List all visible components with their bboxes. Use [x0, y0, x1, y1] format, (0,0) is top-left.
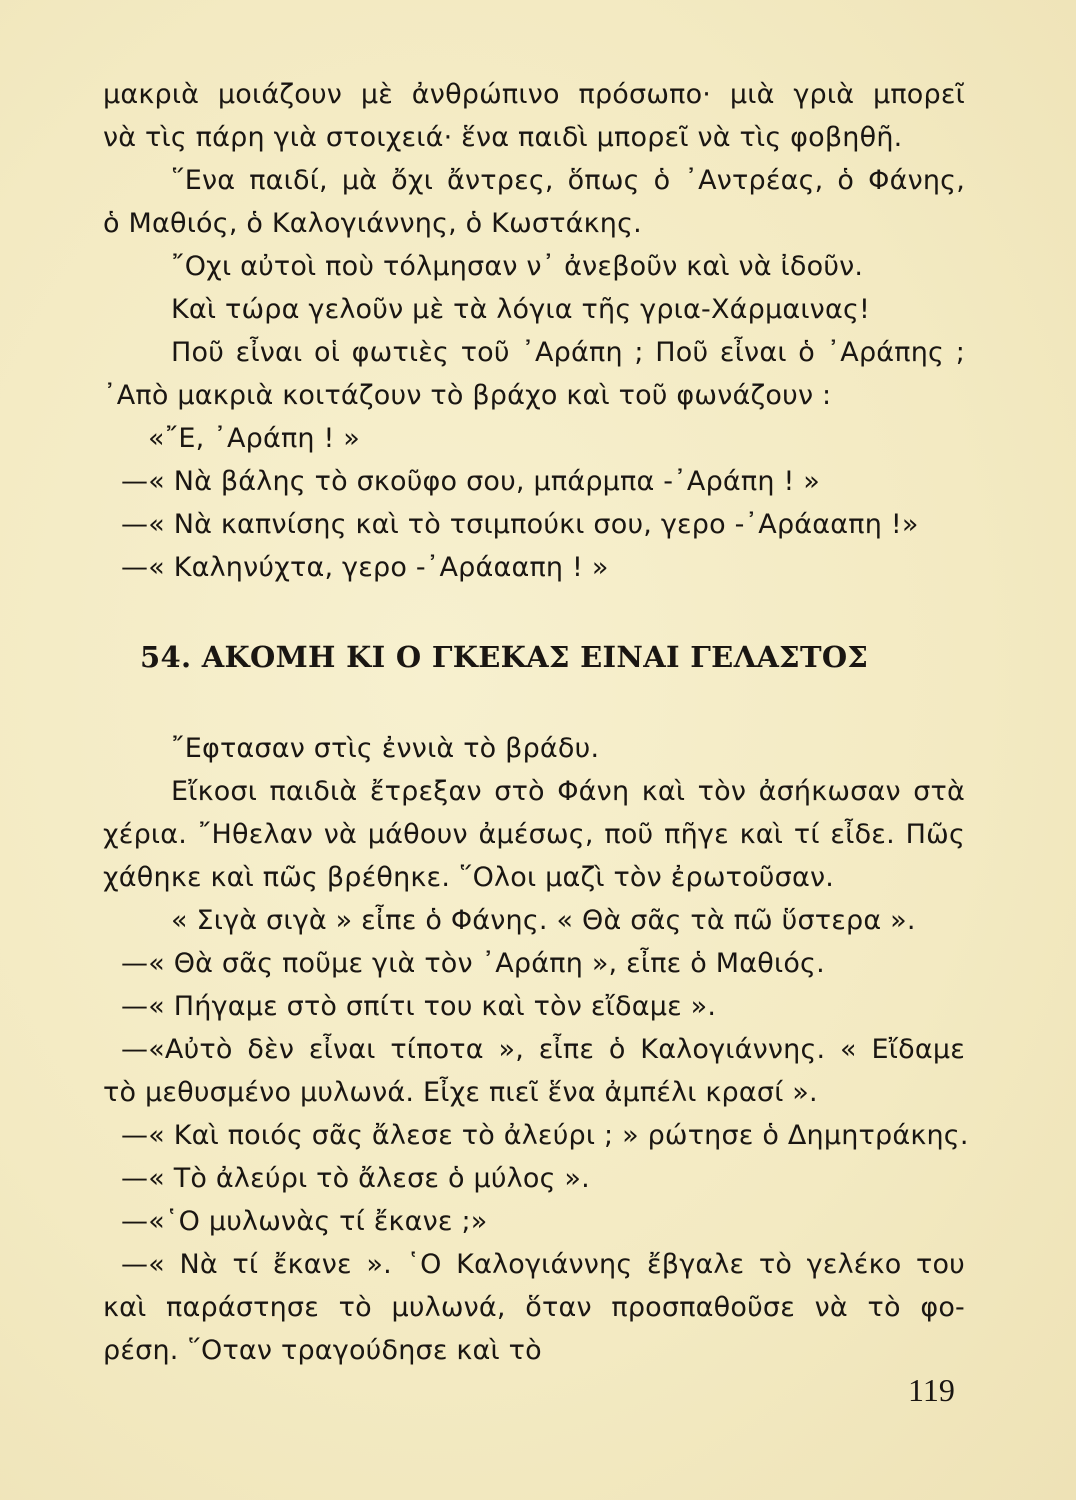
text-line: —« Καὶ ποιός σᾶς ἄλεσε τὸ ἀλεύρι ; » ρώτησε ὁ Δημητράκης. — [121, 1120, 969, 1151]
text-line: —« Τὸ ἀλεύρι τὸ ἄλεσε ὁ μύλος ». — [121, 1163, 590, 1194]
text-line: νὰ τὶς πάρη γιὰ στοιχειά· ἕνα παιδὶ μπορεῖ νὰ τὶς φοβηθῆ. — [103, 122, 903, 153]
text-line: ῞Ενα παιδί, μὰ ὄχι ἄντρες, ὅπως ὁ ᾿Αντρέας, ὁ Φάνης, — [171, 165, 965, 196]
text-line: τὸ μεθυσμένο μυλωνά. Εἶχε πιεῖ ἕνα ἀμπέλι κρασί ». — [103, 1077, 818, 1108]
text-line: ρέση. ῞Οταν τραγούδησε καὶ τὸ — [103, 1335, 542, 1366]
text-line: ὁ Μαθιός, ὁ Καλογιάννης, ὁ Κωστάκης. — [103, 208, 642, 239]
text-line: —«῾Ο μυλωνὰς τί ἔκανε ;» — [121, 1206, 488, 1237]
text-line: «῎Ε, ᾿Αράπη ! » — [148, 423, 361, 454]
text-line: χάθηκε καὶ πῶς βρέθηκε. ῞Ολοι μαζὶ τὸν ἐρωτοῦσαν. — [103, 862, 835, 893]
text-line: —« Νὰ βάλης τὸ σκοῦφο σου, μπάρμπα -᾿Αράπη ! » — [121, 466, 820, 497]
text-line: Ποῦ εἶναι οἱ φωτιὲς τοῦ ᾿Αράπη ; Ποῦ εἶναι ὁ ᾿Αράπης ; — [171, 337, 965, 368]
text-line: χέρια. ῎Ηθελαν νὰ μάθουν ἀμέσως, ποῦ πῆγε καὶ τί εἶδε. Πῶς — [103, 819, 965, 850]
text-line: —« Καληνύχτα, γερο -᾿Αράααπη ! » — [121, 552, 609, 583]
text-line: ῎Οχι αὐτοὶ ποὺ τόλμησαν ν᾿ ἀνεβοῦν καὶ νὰ ἰδοῦν. — [171, 251, 864, 282]
text-line: —« Πήγαμε στὸ σπίτι του καὶ τὸν εἴδαμε ». — [121, 991, 717, 1022]
section-heading: 54. ΑΚΟΜΗ ΚΙ Ο ΓΚΕΚΑΣ ΕΙΝΑΙ ΓΕΛΑΣΤΟΣ — [140, 640, 869, 674]
text-line: Καὶ τώρα γελοῦν μὲ τὰ λόγια τῆς γρια-Χάρμαινας! — [171, 294, 871, 325]
text-line: —« Θὰ σᾶς ποῦμε γιὰ τὸν ᾿Αράπη », εἶπε ὁ Μαθιός. — [121, 948, 825, 979]
top-text-block — [103, 73, 965, 589]
page-number: 119 — [908, 1372, 955, 1408]
text-line: Εἴκοσι παιδιὰ ἔτρεξαν στὸ Φάνη καὶ τὸν ἀσήκωσαν στὰ — [171, 776, 965, 807]
text-line: ῎Εφτασαν στὶς ἐννιὰ τὸ βράδυ. — [171, 733, 600, 764]
text-line: ᾿Απὸ μακριὰ κοιτάζουν τὸ βράχο καὶ τοῦ φωνάζουν : — [103, 380, 832, 411]
text-line: —« Νὰ καπνίσης καὶ τὸ τσιμπούκι σου, γερο -᾿Αράααπη !» — [121, 509, 919, 540]
text-line: —«Αὐτὸ δὲν εἶναι τίποτα », εἶπε ὁ Καλογιάννης. « Εἴδαμε — [121, 1034, 965, 1065]
text-line: —« Νὰ τί ἔκανε ». ῾Ο Καλογιάννης ἔβγαλε τὸ γελέκο του — [121, 1249, 965, 1280]
text-line: « Σιγὰ σιγὰ » εἶπε ὁ Φάνης. « Θὰ σᾶς τὰ πῶ ὕστερα ». — [171, 905, 916, 936]
bottom-text-block — [103, 727, 969, 1372]
text-line: καὶ παράστησε τὸ μυλωνά, ὅταν προσπαθοῦσε νὰ τὸ φο- — [103, 1292, 965, 1323]
text-line: μακριὰ μοιάζουν μὲ ἀνθρώπινο πρόσωπο· μιὰ γριὰ μπορεῖ — [103, 79, 965, 110]
